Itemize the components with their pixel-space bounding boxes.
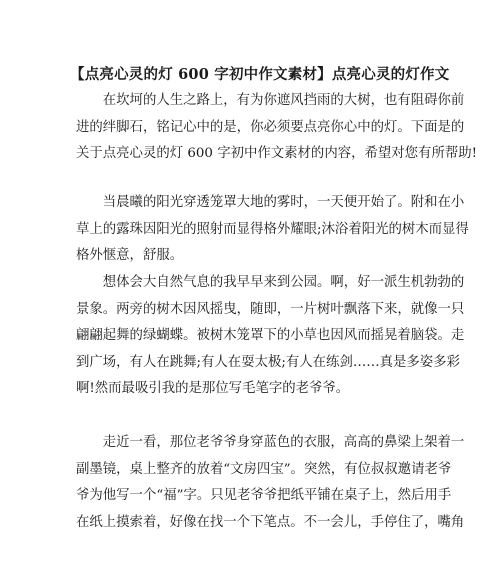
- paragraph-line: 想体会大自然气息的我早早来到公园。啊，好一派生机勃勃的: [76, 275, 465, 290]
- paragraph-line: 格外惬意，舒服。: [76, 248, 184, 263]
- paragraph-grandpa: [76, 430, 465, 536]
- paragraph-line: 翩翩起舞的绿蝴蝶。被树木笼罩下的小草也因风而摇晃着脑袋。走: [76, 328, 465, 343]
- paragraph-line: 啊!然而最吸引我的是那位写毛笔字的老爷爷。: [76, 381, 350, 396]
- paragraph-line: 当晨曦的阳光穿透笼罩大地的雾时，一天便开始了。附和在小: [76, 195, 465, 210]
- document-title: 【点亮心灵的灯 600 字初中作文素材】点亮心灵的灯作文: [70, 66, 450, 83]
- paragraph-line: 爷为他写一个“福”字。只见老爷爷把纸平铺在桌子上，然后用手: [76, 488, 452, 503]
- paragraph-line: 关于点亮心灵的灯 600 字初中作文素材的内容，希望对您有所帮助!: [76, 146, 477, 161]
- paragraph-line: 走近一看，那位老爷爷身穿蓝色的衣服，高高的鼻梁上架着一: [76, 435, 465, 450]
- paragraph-line: 进的绊脚石，铭记心中的是，你必须要点亮你心中的灯。下面是的: [76, 119, 465, 135]
- paragraph-line: 副墨镜，桌上整齐的放着“文房四宝”。突然，有位叔叔邀请老爷: [76, 461, 452, 477]
- paragraph-line: 景象。两旁的树木因风摇曳，随即，一片树叶飘落下来，就像一只: [76, 301, 465, 317]
- paragraph-intro: [76, 88, 477, 168]
- paragraph-line: 到广场，有人在跳舞;有人在耍太极;有人在练剑……真是多姿多彩: [76, 354, 460, 370]
- paragraph-line: 在纸上摸索着，好像在找一个下笔点。不一会儿，手停住了，嘴角: [76, 514, 465, 530]
- paragraph-morning: [76, 190, 469, 270]
- paragraph-line: 在坎坷的人生之路上，有为你遮风挡雨的大树，也有阻碍你前: [76, 93, 465, 108]
- paragraph-park: [76, 270, 465, 403]
- paragraph-line: 草上的露珠因阳光的照射而显得格外耀眼;沐浴着阳光的树木而显得: [76, 221, 469, 237]
